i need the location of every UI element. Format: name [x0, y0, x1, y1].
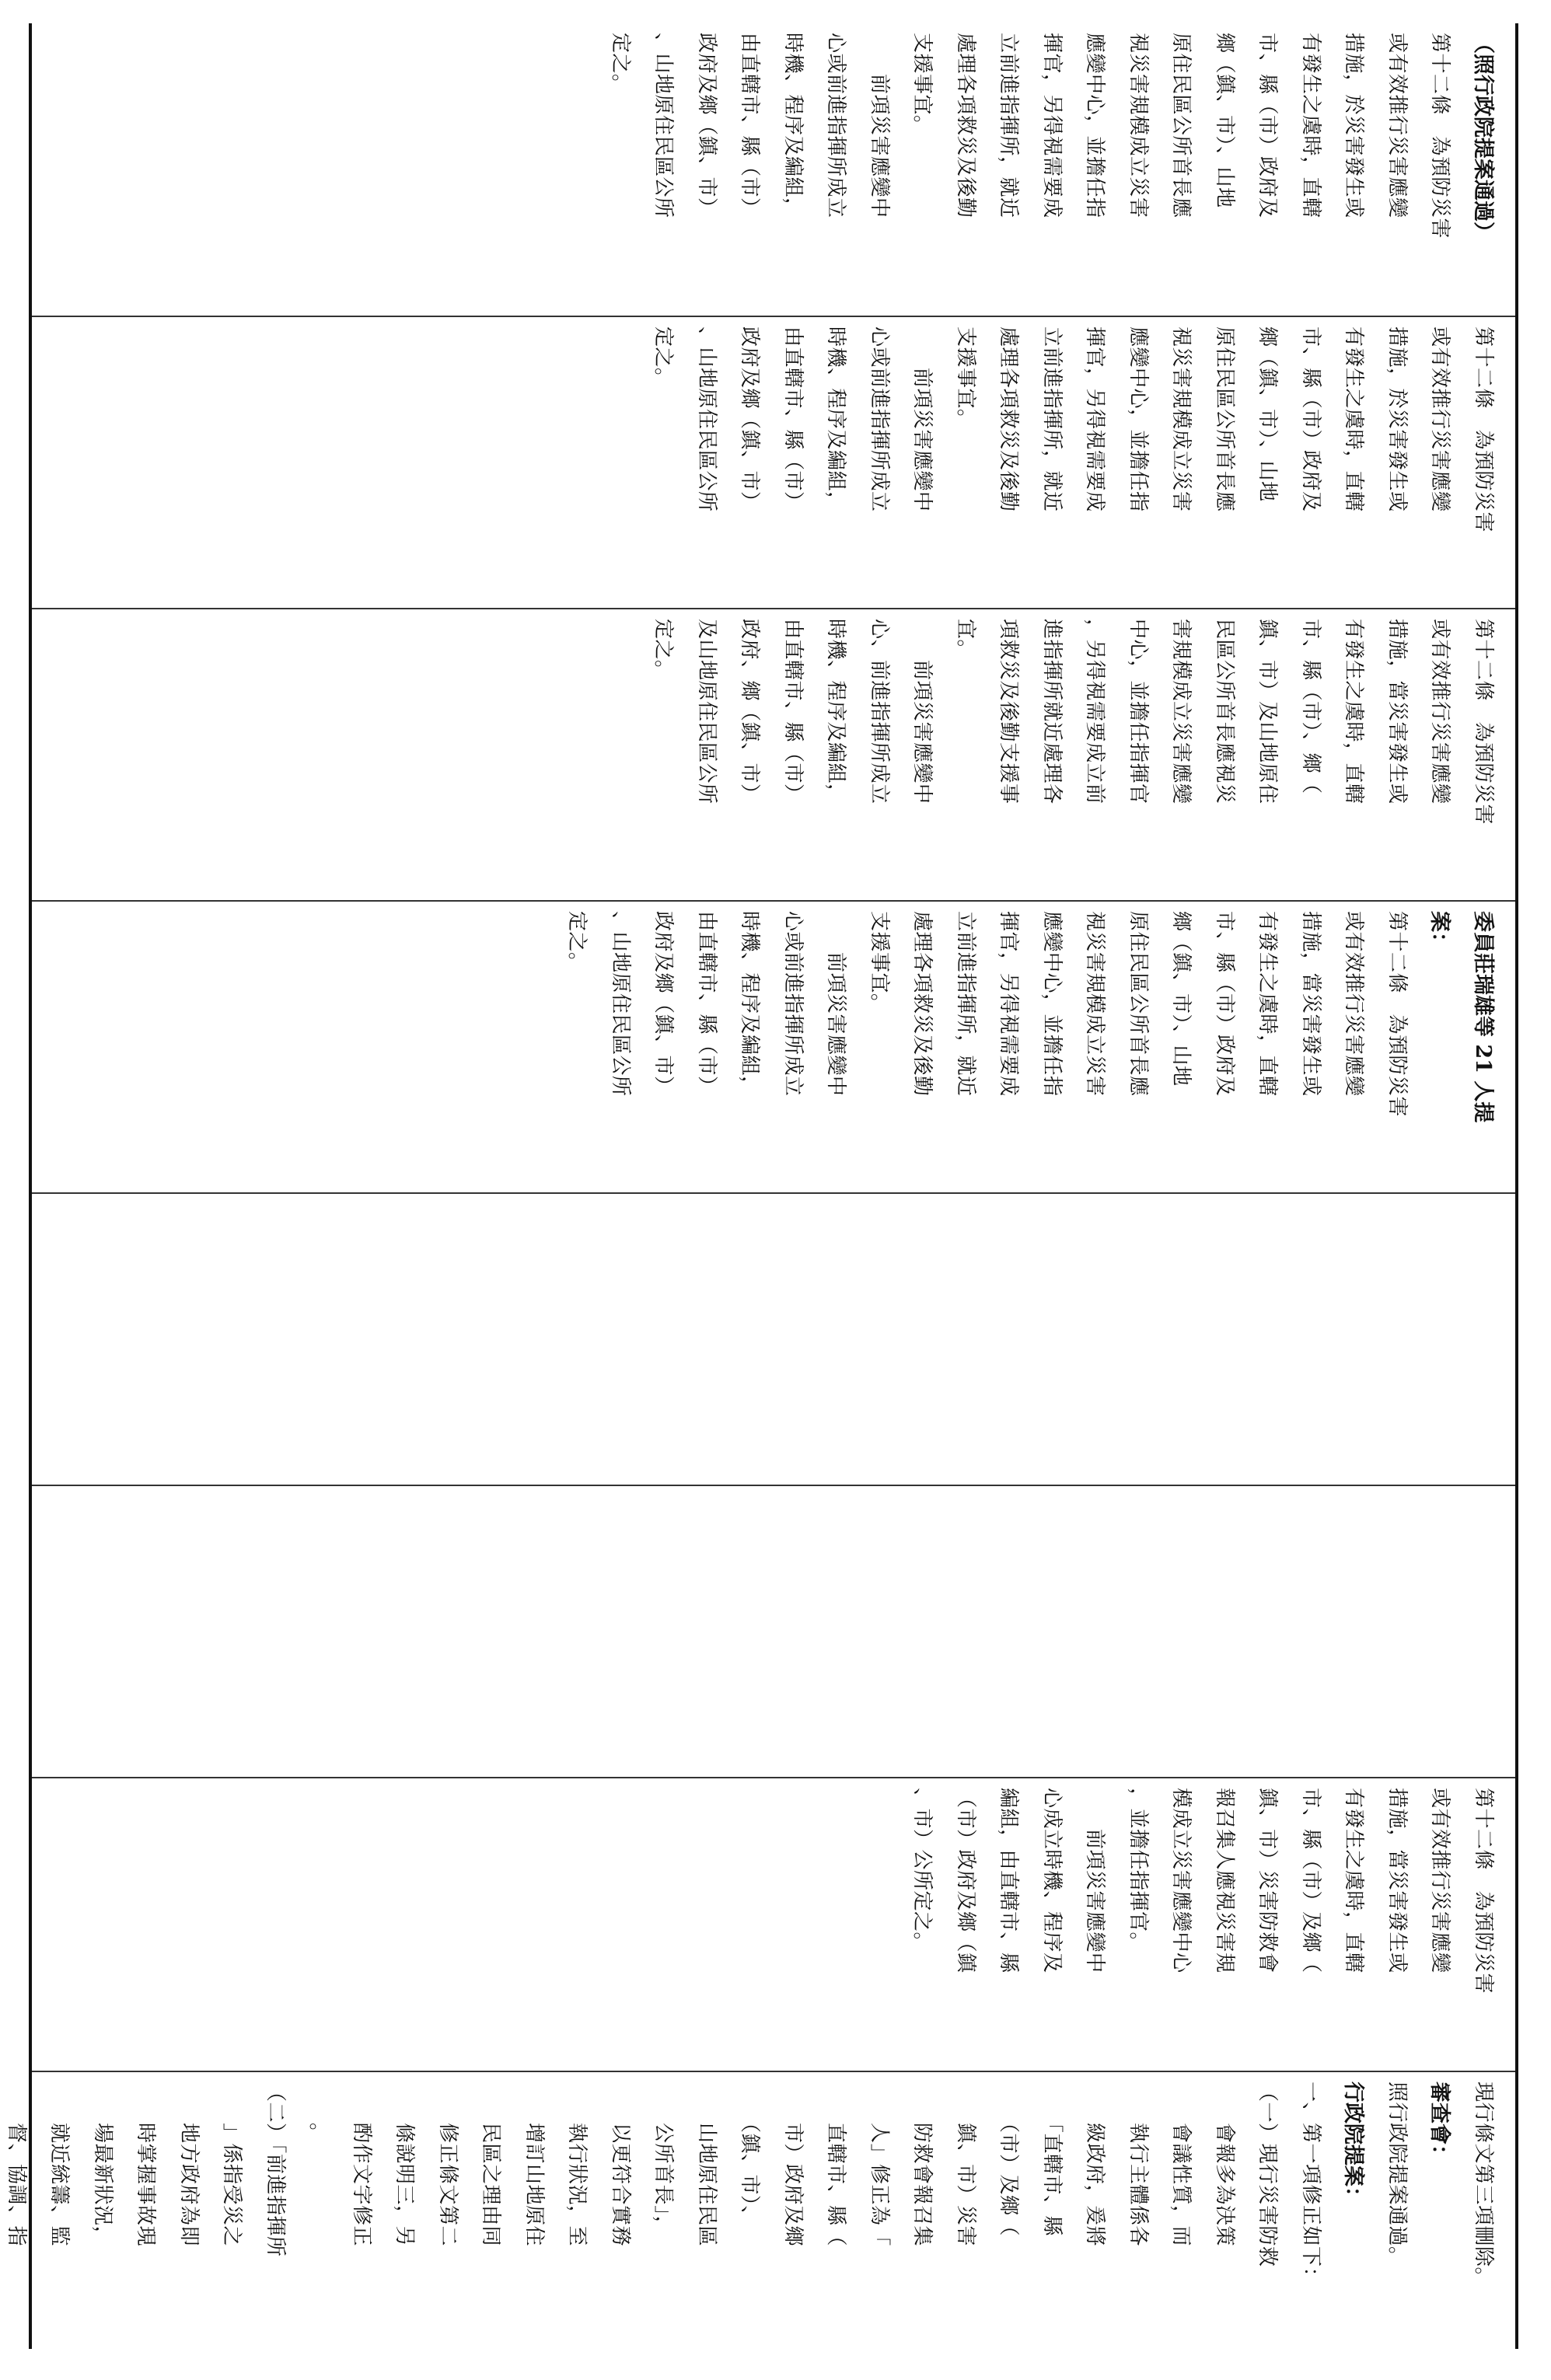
text-line: （一）現行災害防救 [1256, 2082, 1280, 2267]
text-line: 由直轄市、縣（市） [781, 326, 805, 512]
text-line: 第十二條 為預防災害 [1472, 619, 1495, 825]
text-line: 時機、程序及編組， [824, 619, 848, 804]
text-line: 有發生之虞時，直轄 [1342, 1788, 1366, 1973]
text-line: 市、縣（市）政府及 [1299, 326, 1322, 512]
text-line: 由直轄市、縣（市） [695, 911, 718, 1097]
explanation-pre-text [1462, 2082, 1505, 2341]
text-line: 措施，當災害發生或 [1299, 911, 1322, 1097]
text-line: 市、縣（市）政府及 [1256, 33, 1280, 218]
text-line: 防救會報召集 [910, 2082, 934, 2247]
text-line: 模成立災害應變中心 [1169, 1788, 1193, 1973]
text-line: 有發生之虞時，直轄 [1299, 33, 1322, 218]
text-line: 酌作文字修正 [350, 2082, 373, 2247]
text-line: ，並擔任指揮官。 [1127, 1788, 1150, 1953]
article-text [641, 619, 1504, 892]
text-line: 一、第一項修正如下： [1299, 2082, 1322, 2288]
text-line: 心或前進指揮所成立 [868, 326, 891, 512]
text-line: 直轄市、縣（ [824, 2082, 848, 2247]
text-line: 措施，當災害發生或 [1385, 1788, 1409, 1973]
text-line: 視災害規模成立災害 [1169, 326, 1193, 512]
text-line: 支援事宜。 [910, 33, 934, 136]
text-line: 時機、程序及編組， [781, 33, 805, 218]
text-line: （二）「前進指揮所 [264, 2082, 287, 2257]
text-line: 、山地原住民區公所 [609, 911, 632, 1097]
text-line: 由直轄市、縣（市） [781, 619, 805, 804]
text-line: 進指揮所就近處理各 [1040, 619, 1064, 804]
explanation-text [0, 2082, 1332, 2341]
text-line: 人」修正為「 [868, 2082, 891, 2247]
text-line: 場最新狀況， [91, 2082, 114, 2247]
column-executive-yuan-bill [32, 316, 1515, 608]
text-line: 、山地原住民區公所 [651, 33, 676, 218]
text-line: 前項災害應變中 [868, 33, 891, 218]
text-line: 照行政院提案通過。 [1385, 2082, 1409, 2267]
text-line: （鎮、市）、 [738, 2082, 762, 2227]
text-line: 前項災害應變中 [910, 326, 934, 512]
text-line: 有發生之虞時，直轄 [1256, 911, 1280, 1097]
text-line: 鄉（鎮、市）、山地 [1256, 326, 1280, 502]
text-line: 「直轄市、縣 [1040, 2082, 1064, 2237]
text-line: 民區公所首長應視災 [1213, 619, 1236, 804]
text-line: 害規模成立災害應變 [1169, 619, 1193, 804]
text-line: 第十二條 為預防災害 [1472, 1788, 1495, 1994]
text-line: 編組，由直轄市、縣 [997, 1788, 1021, 1973]
text-line: 就近統籌、監 [47, 2082, 72, 2247]
column-empty-1 [32, 1192, 1515, 1485]
text-line: 時掌握事故現 [134, 2082, 158, 2247]
column-empty-2 [32, 1485, 1515, 1777]
article-text [641, 326, 1504, 600]
text-line: （市）及鄉（ [997, 2082, 1021, 2237]
text-line: 有發生之虞時，直轄 [1342, 326, 1366, 512]
text-line: 報召集人應視災害規 [1213, 1788, 1236, 1973]
text-line: 應變中心，並擔任指 [1040, 911, 1064, 1097]
text-line: 中心，並擔任指揮官 [1127, 619, 1150, 804]
text-line: 前項災害應變中 [1083, 1788, 1107, 1973]
text-line: 。 [306, 2082, 330, 2144]
text-line: 立前進指揮所，就近 [954, 911, 977, 1097]
text-line: 項救災及後勤支援事 [997, 619, 1021, 804]
review-text [1375, 2082, 1419, 2341]
text-line: 前項災害應變中 [910, 619, 934, 804]
text-line: （市）政府及鄉（鎮 [954, 1788, 977, 1973]
text-line: 定之。 [565, 911, 589, 973]
text-line: 有發生之虞時，直轄 [1342, 619, 1366, 804]
article-text [599, 33, 1462, 308]
text-line: 執行狀況，至 [565, 2082, 589, 2247]
text-line: 市、縣（市）政府及 [1213, 911, 1236, 1097]
column-heading-cont: 案： [1427, 911, 1452, 953]
text-line: 前項災害應變中 [824, 911, 848, 1097]
text-line: 市、縣（市）及鄉（ [1299, 1788, 1322, 1973]
text-line: 支援事宜。 [868, 911, 891, 1014]
text-line: 定之。 [651, 326, 676, 389]
text-line: 立前進指揮所，就近 [1040, 326, 1064, 512]
text-line: 立前進指揮所，就近 [997, 33, 1021, 218]
text-line: 時機、程序及編組， [738, 911, 762, 1097]
text-line: 市）政府及鄉 [781, 2082, 805, 2247]
text-line: 原住民區公所首長應 [1127, 911, 1150, 1097]
text-line: 級政府，爰將 [1083, 2082, 1107, 2247]
column-heading: 委員莊瑞雄等 21 人提 [1471, 911, 1495, 1123]
text-line: 地方政府為即 [177, 2082, 201, 2247]
text-line: 條說明三，另 [393, 2082, 417, 2247]
text-line: 會議性質，而 [1169, 2082, 1193, 2247]
text-line: 政府、鄉（鎮、市） [738, 619, 762, 804]
text-line: 處理各項救災及後勤 [910, 911, 934, 1097]
text-line: 政府及鄉（鎮、市） [738, 326, 762, 512]
column-legislator-bill-a [32, 608, 1515, 900]
text-line: 心或前進指揮所成立 [824, 33, 848, 218]
text-line: 心或前進指揮所成立 [781, 911, 805, 1097]
text-line: 」係指受災之 [220, 2082, 244, 2247]
text-line: 第十二條 為預防災害 [1428, 33, 1452, 239]
text-line: 視災害規模成立災害 [1083, 911, 1107, 1097]
text-line: 處理各項救災及後勤 [997, 326, 1021, 512]
text-line: 山地原住民區 [695, 2082, 718, 2247]
text-line: 應變中心，並擔任指 [1083, 33, 1107, 218]
text-line: 應變中心，並擔任指 [1127, 326, 1150, 512]
text-line: 心、前進指揮所成立 [868, 619, 891, 804]
text-line: 揮官，另得視需要成 [1040, 33, 1064, 218]
text-line: 鎮、市）災害防救會 [1256, 1788, 1280, 1973]
comparison-table [5, 23, 1518, 2349]
article-text [900, 1788, 1504, 2063]
text-line: 政府及鄉（鎮、市） [651, 911, 676, 1097]
text-line: 措施，當災害發生或 [1385, 619, 1409, 804]
text-line: 鎮、市）災害 [954, 2082, 977, 2247]
text-line: 宜。 [954, 619, 977, 661]
text-line: 第十二條 為預防災害 [1385, 911, 1409, 1118]
text-line: 鄉（鎮、市）、山地 [1169, 911, 1193, 1087]
text-line: 修正條文第二 [436, 2082, 459, 2247]
text-line: 定之。 [651, 619, 676, 681]
text-line: 及山地原住民區公所 [695, 619, 718, 804]
text-line: 或有效推行災害應變 [1342, 911, 1366, 1097]
text-line: 市、縣（市）、鄉（ [1299, 619, 1322, 794]
text-line: 原住民區公所首長應 [1169, 33, 1193, 218]
review-heading: 審查會： [1427, 2082, 1452, 2165]
text-line: 揮官，另得視需要成 [1083, 326, 1107, 512]
text-line: 以更符合實務 [609, 2082, 632, 2247]
text-line: 、市）公所定之。 [910, 1788, 934, 1953]
column-explanation [5, 2071, 1515, 2349]
text-line: 、山地原住民區公所 [695, 326, 718, 512]
column-heading: （照行政院提案通過） [1471, 33, 1495, 243]
column-legislator-bill-b [32, 900, 1515, 1192]
text-line: 或有效推行災害應變 [1385, 33, 1409, 218]
executive-proposal-heading: 行政院提案： [1341, 2082, 1366, 2207]
text-line: 增訂山地原住 [522, 2082, 546, 2247]
text-line: 民區之理由同 [479, 2082, 503, 2247]
text-line: 政府及鄉（鎮、市） [695, 33, 718, 218]
text-line: 現行條文第三項刪除。 [1472, 2082, 1495, 2288]
text-line: 定之。 [609, 33, 632, 95]
article-text [555, 911, 1418, 1185]
text-line: 處理各項救災及後勤 [954, 33, 977, 218]
text-line: 或有效推行災害應變 [1428, 326, 1452, 512]
text-line: 公所首長」， [651, 2082, 676, 2237]
text-line: 措施，於災害發生或 [1342, 33, 1366, 218]
text-line: ，另得視需要成立前 [1083, 619, 1107, 804]
text-line: 督、協調、指 [5, 2082, 28, 2247]
text-line: 措施，於災害發生或 [1385, 326, 1409, 512]
text-line: 第十二條 為預防災害 [1472, 326, 1495, 533]
column-current-law [32, 1777, 1515, 2071]
text-line: 會報多為決策 [1213, 2082, 1236, 2247]
text-line: 心成立時機、程序及 [1040, 1788, 1064, 1973]
column-committee-revision [32, 23, 1515, 316]
text-line: 鄉（鎮、市）、山地 [1213, 33, 1236, 208]
text-line: 鎮、市）及山地原住 [1256, 619, 1280, 804]
text-line: 或有效推行災害應變 [1428, 1788, 1452, 1973]
text-line: 視災害規模成立災害 [1127, 33, 1150, 218]
text-line: 支援事宜。 [954, 326, 977, 430]
text-line: 執行主體係各 [1127, 2082, 1150, 2247]
text-line: 時機、程序及編組， [824, 326, 848, 512]
text-line: 揮官，另得視需要成 [997, 911, 1021, 1097]
text-line: 原住民區公所首長應 [1213, 326, 1236, 512]
text-line: 或有效推行災害應變 [1428, 619, 1452, 804]
text-line: 由直轄市、縣（市） [738, 33, 762, 218]
